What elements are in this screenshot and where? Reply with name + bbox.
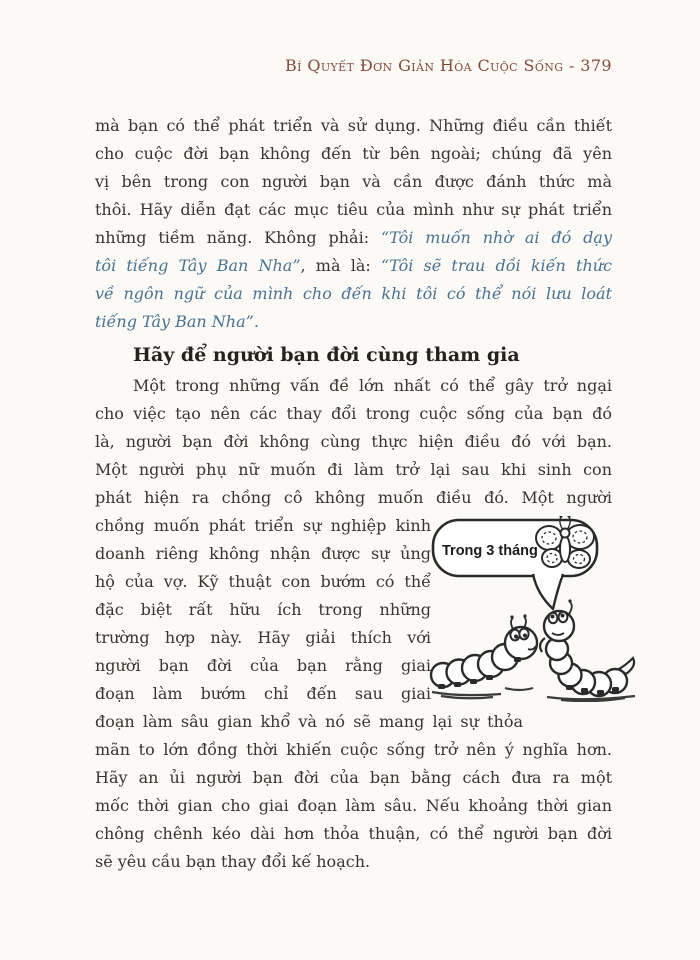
text-line <box>95 652 431 680</box>
quoted-text: về ngôn ngữ của mình cho đến khi tôi có thể nói lưu loát <box>95 284 612 303</box>
body-text: Hãy an ủi người bạn đời của bạn bằng cách đưa ra một <box>95 768 612 787</box>
body-text: Một trong những vấn đề lớn nhất có thể gây trở ngại <box>133 376 612 395</box>
text-line <box>95 308 612 336</box>
text-line <box>95 792 612 820</box>
text-line <box>95 280 612 308</box>
body-text: phát hiện ra chồng cô không muốn điều đó. Một người <box>95 488 612 507</box>
body-text: chông chênh kéo dài hơn thỏa thuận, có thể người bạn đời <box>95 824 612 843</box>
text-line <box>95 400 612 428</box>
body-text: hộ của vợ. Kỹ thuật con bướm có thể <box>95 572 431 591</box>
body-text: cho cuộc đời bạn không đến từ bên ngoài; chúng đã yên <box>95 144 612 163</box>
text-line <box>95 484 612 512</box>
running-header: Bí Quyết Đơn Giản Hóa Cuộc Sống - 379 <box>284 56 612 75</box>
body-text: đặc biệt rất hữu ích trong những <box>95 600 431 619</box>
text-line <box>95 708 523 736</box>
text-line <box>95 568 431 596</box>
body-text: đoạn làm sâu gian khổ và nó sẽ mang lại sự thỏa <box>95 712 523 731</box>
cartoon-illustration <box>429 516 645 702</box>
body-text: sẽ yêu cầu bạn thay đổi kế hoạch. <box>95 852 371 871</box>
paragraph-2-top <box>95 372 612 512</box>
body-text: Một người phụ nữ muốn đi làm trở lại sau khi sinh con <box>95 460 612 479</box>
paragraph-2-wrap <box>95 512 612 736</box>
speech-bubble-text: Trong 3 tháng <box>442 543 538 559</box>
cartoon-svg <box>429 516 645 702</box>
text-line <box>95 736 612 764</box>
body-text: mà bạn có thể phát triển và sử dụng. Những điều cần thiết <box>95 116 612 135</box>
quoted-text: “Tôi sẽ trau dồi kiến thức <box>380 256 613 275</box>
body-text: trường hợp này. Hãy giải thích với <box>95 628 431 647</box>
text-line <box>95 168 612 196</box>
text-line <box>95 428 612 456</box>
text-line <box>95 372 612 400</box>
paragraph-1 <box>95 112 612 336</box>
text-line <box>95 196 612 224</box>
body-text: , mà là: <box>300 256 381 275</box>
text-line <box>95 456 612 484</box>
body-text: mốc thời gian cho giai đoạn làm sâu. Nếu khoảng thời gian <box>95 796 612 815</box>
text-line <box>95 848 612 876</box>
quoted-text: “Tôi muốn nhờ ai đó dạy <box>381 228 612 247</box>
caterpillar-right <box>540 599 635 701</box>
page-content <box>95 112 612 876</box>
paragraph-2-bottom <box>95 736 612 876</box>
body-text: vị bên trong con người bạn và cần được đánh thức mà <box>95 172 612 191</box>
body-text: người bạn đời của bạn rằng giai <box>95 656 431 675</box>
body-text: doanh riêng không nhận được sự ủng <box>95 544 431 563</box>
text-line <box>95 252 612 280</box>
text-line <box>95 764 612 792</box>
text-line <box>95 112 612 140</box>
quoted-text: tiếng Tây Ban Nha”. <box>95 312 259 331</box>
body-text: là, người bạn đời không cùng thực hiện điều đó với bạn. <box>95 432 612 451</box>
text-line <box>95 624 431 652</box>
body-text: mãn to lớn đồng thời khiến cuộc sống trở nên ý nghĩa hơn. <box>95 740 612 759</box>
text-line <box>95 680 431 708</box>
speech-bubble <box>433 516 597 609</box>
body-text: thôi. Hãy diễn đạt các mục tiêu của mình như sự phát triển <box>95 200 612 219</box>
section-heading: Hãy để người bạn đời cùng tham gia <box>133 344 520 366</box>
text-line <box>95 540 431 568</box>
text-line <box>95 596 431 624</box>
body-text: chồng muốn phát triển sự nghiệp kinh <box>95 516 431 535</box>
text-line <box>95 140 612 168</box>
caterpillar-left <box>431 614 537 698</box>
body-text: đoạn làm bướm chỉ đến sau giai <box>95 684 431 703</box>
body-text: cho việc tạo nên các thay đổi trong cuộc sống của bạn đó <box>95 404 612 423</box>
quoted-text: tôi tiếng Tây Ban Nha” <box>95 256 301 275</box>
text-line <box>95 512 431 540</box>
body-text: những tiềm năng. Không phải: <box>95 228 381 247</box>
text-line <box>95 820 612 848</box>
text-line <box>95 224 612 252</box>
